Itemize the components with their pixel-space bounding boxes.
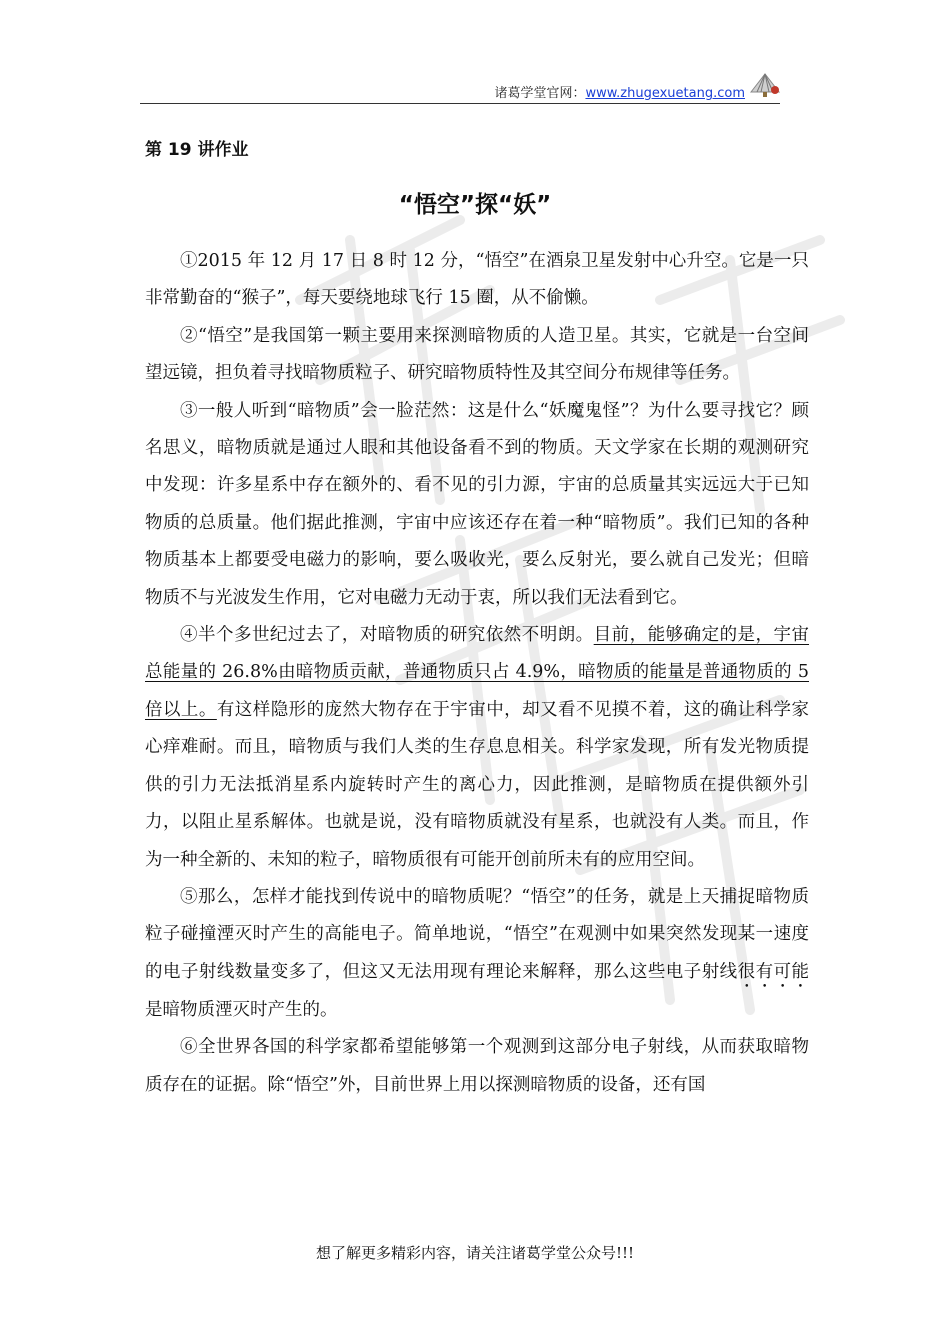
page-header <box>140 70 805 104</box>
underlined-sentence: 目前，能够确定的是，宇宙总能量的 26.8%由暗物质贡献，普通物质只占 4.9%，暗物质的能量是普通物质的 5 倍以上。 <box>145 625 810 720</box>
header-site-info <box>494 82 745 101</box>
paragraph-4 <box>145 617 809 879</box>
page-footer: 想了解更多精彩内容，请关注诸葛学堂公众号!!! <box>315 1244 635 1262</box>
paragraph-5-intro: ⑤那么，怎样才能找到传说中的暗物质呢？“悟空”的任务，就是上天捕捉暗物质粒子碰撞湮灭时产生的高能电子。简单地说，“悟空”在观测中如果突然发现某一速度的电子射线数量变多了，但这又无法用现有理论来解释，那么这些电子射线 <box>145 886 809 982</box>
lecture-label: 第 19 讲作业 <box>145 140 249 160</box>
site-url-link[interactable]: www.zhugexuetang.com <box>585 86 745 101</box>
fan-logo-icon <box>747 70 783 98</box>
paragraph-4-rest: 有这样隐形的庞然大物存在于宇宙中，却又看不见摸不着，这的确让科学家心痒难耐。而且，暗物质与我们人类的生存息息相关。科学家发现，所有发光物质提供的引力无法抵消星系内旋转时产生的离心力，因此推测，是暗物质在提供额外引力，以阻止星系解体。也就是说，没有暗物质就没有星系，也就没有人类。而且，作为一种全新的、未知的粒子，暗物质很有可能开创前所未有的应用空间。 <box>145 699 810 870</box>
paragraph-6: ⑥全世界各国的科学家都希望能够第一个观测到这部分电子射线，从而获取暗物质存在的证据。除“悟空”外，目前世界上用以探测暗物质的设备，还有国 <box>145 1037 809 1095</box>
site-label: 诸葛学堂官网： <box>494 86 586 101</box>
article-body <box>145 243 809 1104</box>
paragraph-2: ②“悟空”是我国第一颗主要用来探测暗物质的人造卫星。其实，它就是一台空间望远镜，担负着寻找暗物质粒子、研究暗物质特性及其空间分布规律等任务。 <box>145 325 809 384</box>
paragraph-4-intro: ④半个多世纪过去了，对暗物质的研究依然不明朗。 <box>180 625 594 646</box>
paragraph-5-rest: 是暗物质湮灭时产生的。 <box>145 999 338 1020</box>
article-title: “悟空”探“妖” <box>398 192 552 218</box>
paragraph-3: ③一般人听到“暗物质”会一脸茫然：这是什么“妖魔鬼怪”？为什么要寻找它？顾名思义，暗物质就是通过人眼和其他设备看不到的物质。天文学家在长期的观测研究中发现：许多星系中存在额外的、看不见的引力源，宇宙的总质量其实远远大于已知物质的总质量。他们据此推测，宇宙中应该还存在着一种“暗物质”。我们已知的各种物质基本上都要受电磁力的影响，要么吸收光，要么反射光，要么就自己发光；但暗物质不与光波发生作用，它对电磁力无动于衷，所以我们无法看到它。 <box>145 400 809 608</box>
paragraph-1: ①2015 年 12 月 17 日 8 时 12 分，“悟空”在酒泉卫星发射中心升空。它是一只非常勤奋的“猴子”，每天要绕地球飞行 15 圈，从不偷懒。 <box>145 251 809 309</box>
paragraph-5 <box>145 879 809 1029</box>
dotted-phrase: 很有可能 <box>737 961 809 982</box>
header-divider <box>140 103 780 104</box>
